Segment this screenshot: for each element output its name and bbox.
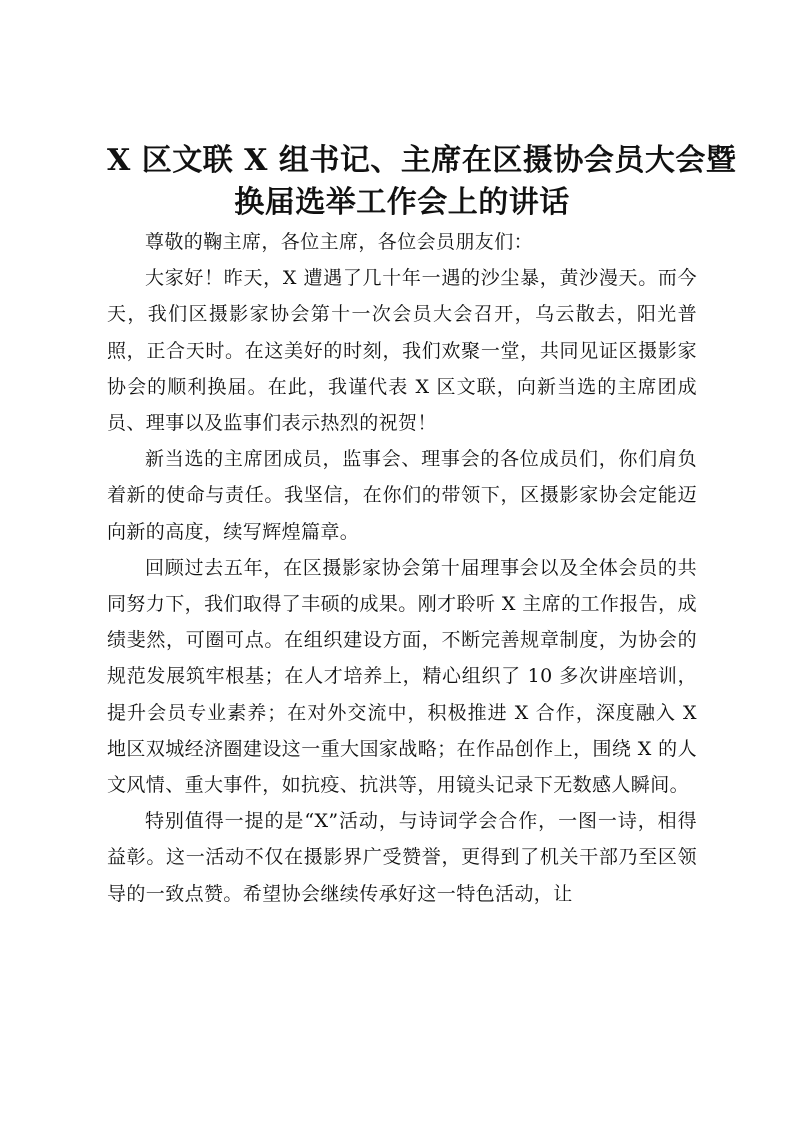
salutation: 尊敬的鞠主席，各位主席，各位会员朋友们：	[145, 231, 534, 253]
document-body	[107, 224, 697, 912]
paragraph-new-leadership: 新当选的主席团成员，监事会、理事会的各位成员们，你们肩负着新的使命与责任。我坚信，在你们的带领下，区摄影家协会定能迈向新的高度，续写辉煌篇章。	[107, 448, 697, 543]
paragraph-special-activity: 特别值得一提的是“X”活动，与诗词学会合作，一图一诗，相得益彰。这一活动不仅在摄影界广受赞誉，更得到了机关干部乃至区领导的一致点赞。希望协会继续传承好这一特色活动，让	[107, 810, 697, 905]
paragraph-opening: 大家好！昨天，X 遭遇了几十年一遇的沙尘暴，黄沙漫天。而今天，我们区摄影家协会第十一次会员大会召开，乌云散去，阳光普照，正合天时。在这美好的时刻，我们欢聚一堂，共同见证区摄影家协会的顺利换届。在此，我谨代表 X 区文联，向新当选的主席团成员、理事以及监事们表示热烈的祝贺！	[107, 267, 697, 435]
document-page	[107, 140, 737, 912]
title-line-1: X 区文联 X 组书记、主席在区摄协会员大会暨	[107, 143, 737, 178]
title-line-2: 换届选举工作会上的讲话	[234, 185, 570, 220]
paragraph-review: 回顾过去五年，在区摄影家协会第十届理事会以及全体会员的共同努力下，我们取得了丰硕的成果。刚才聆听 X 主席的工作报告，成绩斐然，可圈可点。在组织建设方面，不断完善规章制度，为协会的规范发展筑牢根基；在人才培养上，精心组织了 10 多次讲座培训，提升会员专业素养；在对外交流中，积极推进 X 合作，深度融入 X 地区双城经济圈建设这一重大国家战略；在作品创作上，围绕 X 的人文风情、重大事件，如抗疫、抗洪等，用镜头记录下无数感人瞬间。	[107, 556, 697, 797]
document-title	[107, 140, 737, 224]
